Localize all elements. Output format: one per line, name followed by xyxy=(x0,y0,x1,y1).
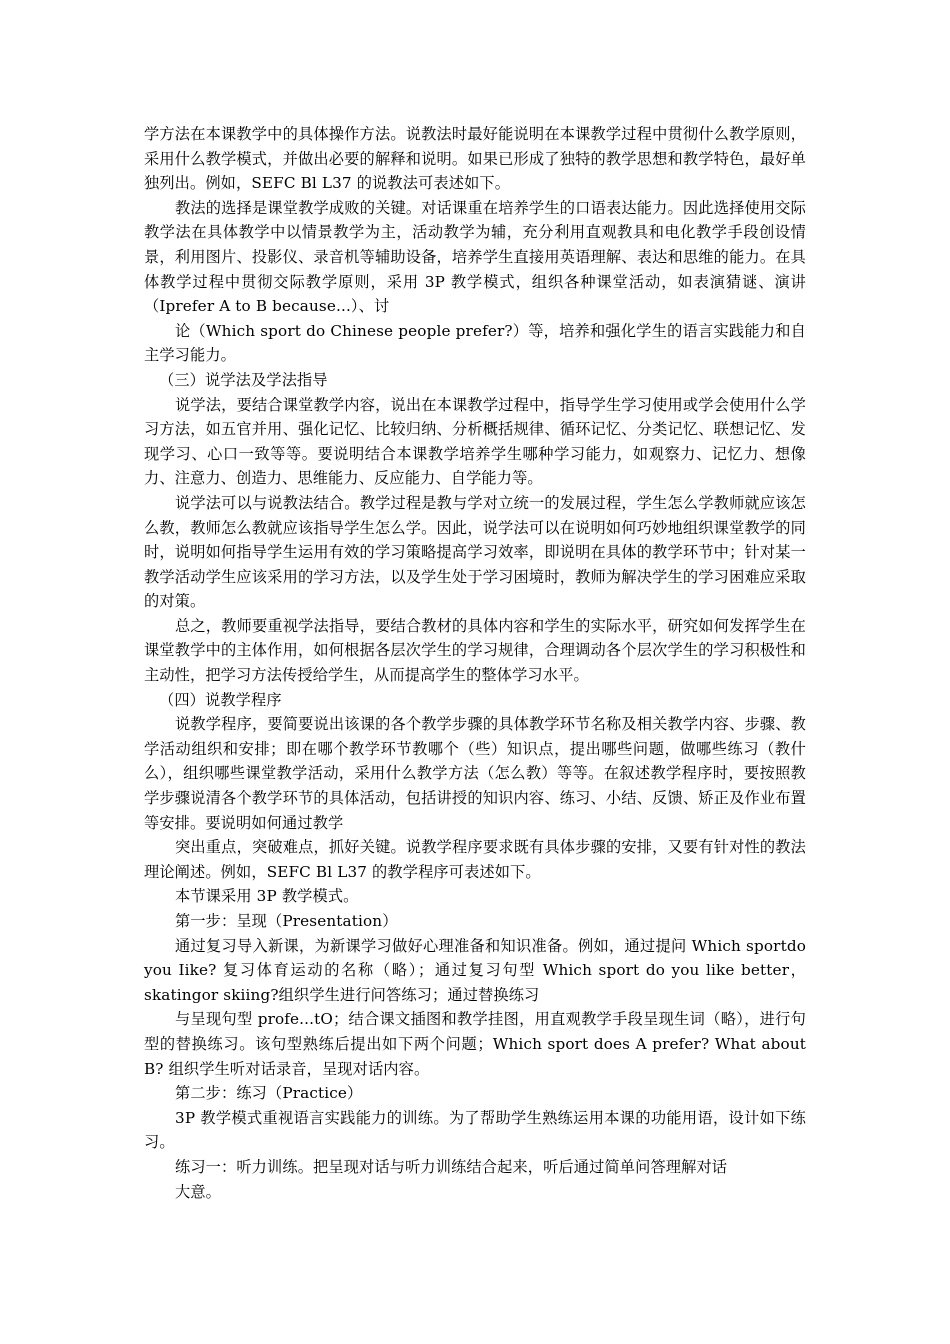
step-heading-1: 第一步：呈现（Presentation） xyxy=(175,912,398,930)
paragraph-11: 本节课采用 3P 教学模式。 xyxy=(175,887,359,906)
paragraph-18: 大意。 xyxy=(175,1182,222,1201)
section-heading-3: （三）说学法及学法指导 xyxy=(159,370,328,389)
paragraph-6: 说学法可以与说教法结合。教学过程是教与学对立统一的发展过程，学生怎么学教师就应该怎么教，教师怎么教就应该指导学生怎么学。因此，说学法可以在说明如何巧妙地组织课堂教学的同时，说明如何指导学生运用有效的学习策略提高学习效率，即说明在具体的教学环节中；针对某一教学活动学生应该采用的学习方法，以及学生处于学习困境时，教师为解决学生的学习困难应采取的对策。 xyxy=(144,493,806,611)
paragraph-16: 3P 教学模式重视语言实践能力的训练。为了帮助学生熟练运用本课的功能用语，设计如下练习。 xyxy=(144,1108,806,1152)
document-page xyxy=(144,122,806,1204)
paragraph-10: 突出重点，突破难点，抓好关键。说教学程序要求既有具体步骤的安排，又要有针对性的教法理论阐述。例如，SEFC Bl L37 的教学程序可表述如下。 xyxy=(144,838,806,881)
paragraph-14: 与呈现句型 profe...tO；结合课文插图和教学挂图，用直观教学手段呈现生词（略），进行句型的替换练习。该句型熟练后提出如下两个问题；Which sport does A prefer? What about B? 组织学生听对话录音，呈现对话内容。 xyxy=(144,1010,806,1078)
paragraph-5: 说学法，要结合课堂教学内容，说出在本课教学过程中，指导学生学习使用或学会使用什么学习方法，如五官并用、强化记忆、比较归纳、分析概括规律、循环记忆、分类记忆、联想记忆、发现学习、心口一致等等。要说明结合本课教学培养学生哪种学习能力，如观察力、记忆力、想像力、注意力、创造力、思维能力、反应能力、自学能力等。 xyxy=(144,395,806,488)
paragraph-17: 练习一：听力训练。把呈现对话与听力训练结合起来，听后通过简单问答理解对话 xyxy=(175,1157,728,1176)
paragraph-7: 总之，教师要重视学法指导，要结合教材的具体内容和学生的实际水平，研究如何发挥学生在课堂教学中的主体作用，如何根据各层次学生的学习规律，合理调动各个层次学生的学习积极性和主动性，把学习方法传授给学生，从而提高学生的整体学习水平。 xyxy=(144,616,806,685)
paragraph-3: 论（Which sport do Chinese people prefer?）等，培养和强化学生的语言实践能力和自主学习能力。 xyxy=(144,321,806,365)
section-heading-4: （四）说教学程序 xyxy=(159,690,282,709)
step-heading-2: 第二步：练习（Practice） xyxy=(175,1084,363,1103)
paragraph-1: 学方法在本课教学中的具体操作方法。说教法时最好能说明在本课教学过程中贯彻什么教学原则，采用什么教学模式，并做出必要的解释和说明。如果已形成了独特的教学思想和教学特色，最好单独列出。例如，SEFC Bl L37 的说教法可表述如下。 xyxy=(144,125,806,193)
paragraph-9: 说教学程序，要简要说出该课的各个教学步骤的具体教学环节名称及相关教学内容、步骤、教学活动组织和安排；即在哪个教学环节教哪个（些）知识点，提出哪些问题，做哪些练习（教什么），组织哪些课堂教学活动，采用什么教学方法（怎么教）等等。在叙述教学程序时，要按照教学步骤说清各个教学环节的具体活动，包括讲授的知识内容、练习、小结、反馈、矫正及作业布置等安排。要说明如何通过教学 xyxy=(144,715,806,832)
paragraph-13: 通过复习导入新课，为新课学习做好心理准备和知识准备。例如，通过提问 Which sportdo you Iike? 复习体育运动的名称（略）；通过复习句型 Which sport do you like better，skatingor skiing?组织学生进行问答练习；通过替换练习 xyxy=(144,936,806,1004)
paragraph-2: 教法的选择是课堂教学成败的关键。对话课重在培养学生的口语表达能力。因此选择使用交际教学法在具体教学中以情景教学为主，活动教学为辅，充分利用直观教具和电化教学手段创设情景，利用图片、投影仪、录音机等辅助设备，培养学生直接用英语理解、表达和思维的能力。在具体教学过程中贯彻交际教学原则，采用 3P 教学模式，组织各种课堂活动，如表演猜谜、演讲（Iprefer A to B because...）、讨 xyxy=(144,198,806,316)
